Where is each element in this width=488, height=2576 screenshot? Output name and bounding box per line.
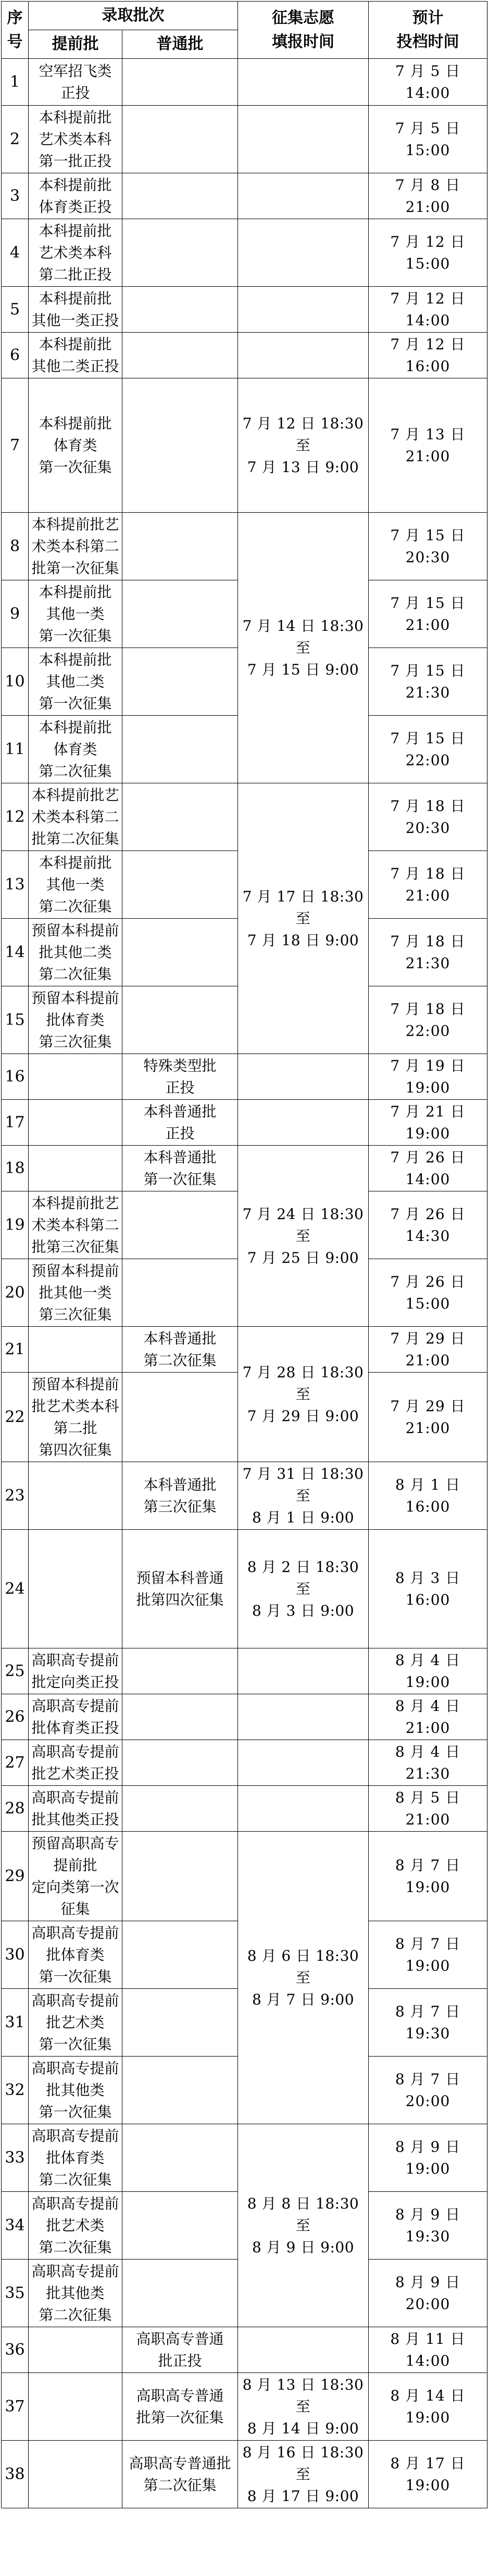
- advance-batch-cell: 本科提前批艺 术类本科第二 批第三次征集: [29, 1191, 122, 1259]
- advance-batch-cell: 本科提前批 体育类 第二次征集: [29, 716, 122, 783]
- header-batch: 录取批次: [29, 2, 238, 30]
- normal-batch-cell: 本科普通批 第二次征集: [122, 1327, 238, 1373]
- advance-batch-cell: 本科提前批 其他一类 第一次征集: [29, 580, 122, 648]
- advance-batch-cell: 本科提前批 其他一类正投: [29, 287, 122, 333]
- normal-batch-cell: [122, 1259, 238, 1327]
- row-index: 33: [2, 2124, 29, 2192]
- row-index: 6: [2, 333, 29, 378]
- table-row: [2, 287, 487, 333]
- normal-batch-cell: [122, 219, 238, 287]
- eta-cell: 7 月 12 日 16:00: [369, 333, 487, 378]
- eta-cell: 8 月 11 日 14:00: [369, 2327, 487, 2373]
- eta-cell: 7 月 26 日 14:30: [369, 1191, 487, 1259]
- normal-batch-cell: 本科普通批 正投: [122, 1100, 238, 1146]
- advance-batch-cell: 空军招飞类 正投: [29, 59, 122, 106]
- row-index: 30: [2, 1921, 29, 1989]
- fill-time-cell: [238, 59, 369, 106]
- table-row: [2, 1786, 487, 1832]
- table-row: [2, 1054, 487, 1100]
- table-row: [2, 1648, 487, 1694]
- eta-cell: 8 月 4 日 21:30: [369, 1740, 487, 1786]
- fill-time-cell: 7 月 12 日 18:30 至 7 月 13 日 9:00: [238, 378, 369, 513]
- eta-cell: 7 月 19 日 19:00: [369, 1054, 487, 1100]
- row-index: 5: [2, 287, 29, 333]
- table-row: [2, 2441, 487, 2508]
- advance-batch-cell: [29, 2373, 122, 2441]
- normal-batch-cell: 本科普通批 第一次征集: [122, 1146, 238, 1191]
- advance-batch-cell: 本科提前批 艺术类本科 第一批正投: [29, 106, 122, 173]
- table-row: [2, 1740, 487, 1786]
- header-fill-time: 征集志愿 填报时间: [238, 2, 369, 59]
- eta-cell: 8 月 7 日 19:00: [369, 1832, 487, 1921]
- fill-time-cell: [238, 1740, 369, 1786]
- eta-cell: 7 月 12 日 14:00: [369, 287, 487, 333]
- normal-batch-cell: [122, 106, 238, 173]
- normal-batch-cell: [122, 173, 238, 219]
- row-index: 38: [2, 2441, 29, 2508]
- fill-time-cell: [238, 2327, 369, 2373]
- normal-batch-cell: [122, 716, 238, 783]
- table-row: [2, 1146, 487, 1191]
- advance-batch-cell: 本科提前批 其他二类正投: [29, 333, 122, 378]
- advance-batch-cell: 本科提前批 其他一类 第二次征集: [29, 851, 122, 919]
- advance-batch-cell: [29, 1146, 122, 1191]
- eta-cell: 8 月 3 日 16:00: [369, 1530, 487, 1648]
- normal-batch-cell: [122, 378, 238, 513]
- fill-time-cell: 7 月 14 日 18:30 至 7 月 15 日 9:00: [238, 513, 369, 783]
- row-index: 4: [2, 219, 29, 287]
- eta-cell: 7 月 29 日 21:00: [369, 1373, 487, 1462]
- normal-batch-cell: [122, 919, 238, 986]
- eta-cell: 7 月 18 日 21:30: [369, 919, 487, 986]
- eta-cell: 7 月 8 日 21:00: [369, 173, 487, 219]
- row-index: 7: [2, 378, 29, 513]
- normal-batch-cell: 特殊类型批 正投: [122, 1054, 238, 1100]
- advance-batch-cell: 本科提前批 其他二类 第一次征集: [29, 648, 122, 716]
- advance-batch-cell: [29, 2441, 122, 2508]
- advance-batch-cell: 高职高专提前 批艺术类 第一次征集: [29, 1989, 122, 2057]
- eta-cell: 7 月 26 日 14:00: [369, 1146, 487, 1191]
- advance-batch-cell: 预留本科提前 批艺术类本科 第二批 第四次征集: [29, 1373, 122, 1462]
- row-index: 32: [2, 2057, 29, 2124]
- table-row: [2, 1100, 487, 1146]
- row-index: 28: [2, 1786, 29, 1832]
- eta-cell: 8 月 4 日 21:00: [369, 1694, 487, 1740]
- eta-cell: 8 月 9 日 19:00: [369, 2124, 487, 2192]
- row-index: 24: [2, 1530, 29, 1648]
- row-index: 14: [2, 919, 29, 986]
- fill-time-cell: [238, 219, 369, 287]
- table-row: [2, 59, 487, 106]
- normal-batch-cell: [122, 1832, 238, 1921]
- advance-batch-cell: 预留本科提前 批体育类 第三次征集: [29, 986, 122, 1054]
- eta-cell: 7 月 18 日 22:00: [369, 986, 487, 1054]
- table-row: [2, 106, 487, 173]
- normal-batch-cell: 高职高专普通 批正投: [122, 2327, 238, 2373]
- normal-batch-cell: [122, 2192, 238, 2260]
- eta-cell: 8 月 7 日 19:00: [369, 1921, 487, 1989]
- advance-batch-cell: 高职高专提前 批其他类 第一次征集: [29, 2057, 122, 2124]
- fill-time-cell: 8 月 8 日 18:30 至 8 月 9 日 9:00: [238, 2124, 369, 2327]
- fill-time-cell: [238, 1648, 369, 1694]
- admission-schedule-table: [1, 1, 487, 2508]
- eta-cell: 8 月 7 日 19:30: [369, 1989, 487, 2057]
- normal-batch-cell: [122, 1786, 238, 1832]
- advance-batch-cell: 本科提前批 艺术类本科 第二批正投: [29, 219, 122, 287]
- eta-cell: 8 月 14 日 19:00: [369, 2373, 487, 2441]
- row-index: 18: [2, 1146, 29, 1191]
- normal-batch-cell: [122, 287, 238, 333]
- eta-cell: 7 月 29 日 21:00: [369, 1327, 487, 1373]
- normal-batch-cell: [122, 513, 238, 580]
- row-index: 16: [2, 1054, 29, 1100]
- normal-batch-cell: [122, 580, 238, 648]
- fill-time-cell: [238, 1694, 369, 1740]
- row-index: 34: [2, 2192, 29, 2260]
- row-index: 21: [2, 1327, 29, 1373]
- row-index: 26: [2, 1694, 29, 1740]
- row-index: 10: [2, 648, 29, 716]
- row-index: 9: [2, 580, 29, 648]
- advance-batch-cell: 高职高专提前 批体育类 第一次征集: [29, 1921, 122, 1989]
- normal-batch-cell: [122, 1921, 238, 1989]
- header-index: 序 号: [2, 2, 29, 59]
- table-row: [2, 378, 487, 513]
- table-row: [2, 173, 487, 219]
- eta-cell: 7 月 13 日 21:00: [369, 378, 487, 513]
- header-normal-batch: 普通批: [122, 30, 238, 59]
- eta-cell: 7 月 18 日 20:30: [369, 783, 487, 851]
- row-index: 36: [2, 2327, 29, 2373]
- header-eta: 预计 投档时间: [369, 2, 487, 59]
- fill-time-cell: [238, 1054, 369, 1100]
- normal-batch-cell: 高职高专普通批 第二次征集: [122, 2441, 238, 2508]
- normal-batch-cell: [122, 1989, 238, 2057]
- normal-batch-cell: [122, 648, 238, 716]
- normal-batch-cell: [122, 2260, 238, 2327]
- advance-batch-cell: 高职高专提前 批体育类 第二次征集: [29, 2124, 122, 2192]
- normal-batch-cell: [122, 1373, 238, 1462]
- advance-batch-cell: 高职高专提前 批艺术类正投: [29, 1740, 122, 1786]
- eta-cell: 8 月 5 日 21:00: [369, 1786, 487, 1832]
- advance-batch-cell: 高职高专提前 批其他类 第二次征集: [29, 2260, 122, 2327]
- fill-time-cell: 7 月 24 日 18:30 至 7 月 25 日 9:00: [238, 1146, 369, 1327]
- advance-batch-cell: 预留本科提前 批其他二类 第二次征集: [29, 919, 122, 986]
- fill-time-cell: [238, 173, 369, 219]
- row-index: 20: [2, 1259, 29, 1327]
- row-index: 35: [2, 2260, 29, 2327]
- row-index: 27: [2, 1740, 29, 1786]
- normal-batch-cell: [122, 333, 238, 378]
- normal-batch-cell: 高职高专普通 批第一次征集: [122, 2373, 238, 2441]
- fill-time-cell: 8 月 6 日 18:30 至 8 月 7 日 9:00: [238, 1832, 369, 2124]
- header-advance-batch: 提前批: [29, 30, 122, 59]
- normal-batch-cell: [122, 1191, 238, 1259]
- advance-batch-cell: [29, 1100, 122, 1146]
- advance-batch-cell: 本科提前批 体育类正投: [29, 173, 122, 219]
- advance-batch-cell: 高职高专提前 批定向类正投: [29, 1648, 122, 1694]
- row-index: 3: [2, 173, 29, 219]
- eta-cell: 8 月 7 日 20:00: [369, 2057, 487, 2124]
- table-row: [2, 219, 487, 287]
- table-row: [2, 1327, 487, 1373]
- advance-batch-cell: 预留高职高专 提前批 定向类第一次 征集: [29, 1832, 122, 1921]
- advance-batch-cell: [29, 1530, 122, 1648]
- row-index: 25: [2, 1648, 29, 1694]
- fill-time-cell: 8 月 2 日 18:30 至 8 月 3 日 9:00: [238, 1530, 369, 1648]
- row-index: 12: [2, 783, 29, 851]
- eta-cell: 7 月 12 日 15:00: [369, 219, 487, 287]
- eta-cell: 7 月 15 日 20:30: [369, 513, 487, 580]
- table-row: [2, 2327, 487, 2373]
- advance-batch-cell: 预留本科提前 批其他一类 第三次征集: [29, 1259, 122, 1327]
- row-index: 1: [2, 59, 29, 106]
- advance-batch-cell: 高职高专提前 批其他类正投: [29, 1786, 122, 1832]
- table-row: [2, 1832, 487, 1921]
- table-row: [2, 333, 487, 378]
- eta-cell: 7 月 15 日 21:30: [369, 648, 487, 716]
- row-index: 13: [2, 851, 29, 919]
- advance-batch-cell: 高职高专提前 批体育类正投: [29, 1694, 122, 1740]
- eta-cell: 8 月 4 日 19:00: [369, 1648, 487, 1694]
- fill-time-cell: [238, 106, 369, 173]
- row-index: 15: [2, 986, 29, 1054]
- table-row: [2, 513, 487, 580]
- normal-batch-cell: [122, 986, 238, 1054]
- row-index: 37: [2, 2373, 29, 2441]
- eta-cell: 7 月 5 日 15:00: [369, 106, 487, 173]
- fill-time-cell: 7 月 28 日 18:30 至 7 月 29 日 9:00: [238, 1327, 369, 1462]
- advance-batch-cell: [29, 1327, 122, 1373]
- table-row: [2, 2124, 487, 2192]
- row-index: 11: [2, 716, 29, 783]
- row-index: 2: [2, 106, 29, 173]
- fill-time-cell: 8 月 16 日 18:30 至 8 月 17 日 9:00: [238, 2441, 369, 2508]
- table-row: [2, 1530, 487, 1648]
- normal-batch-cell: 预留本科普通 批第四次征集: [122, 1530, 238, 1648]
- normal-batch-cell: 本科普通批 第三次征集: [122, 1462, 238, 1530]
- eta-cell: 7 月 5 日 14:00: [369, 59, 487, 106]
- fill-time-cell: [238, 333, 369, 378]
- table-row: [2, 1462, 487, 1530]
- advance-batch-cell: [29, 2327, 122, 2373]
- row-index: 17: [2, 1100, 29, 1146]
- eta-cell: 7 月 18 日 21:00: [369, 851, 487, 919]
- row-index: 29: [2, 1832, 29, 1921]
- eta-cell: 8 月 9 日 19:30: [369, 2192, 487, 2260]
- eta-cell: 8 月 17 日 19:00: [369, 2441, 487, 2508]
- advance-batch-cell: 高职高专提前 批艺术类 第二次征集: [29, 2192, 122, 2260]
- fill-time-cell: [238, 287, 369, 333]
- advance-batch-cell: [29, 1054, 122, 1100]
- advance-batch-cell: [29, 1462, 122, 1530]
- fill-time-cell: [238, 1100, 369, 1146]
- eta-cell: 8 月 9 日 20:00: [369, 2260, 487, 2327]
- eta-cell: 7 月 15 日 22:00: [369, 716, 487, 783]
- normal-batch-cell: [122, 1694, 238, 1740]
- table-row: [2, 1694, 487, 1740]
- fill-time-cell: 7 月 17 日 18:30 至 7 月 18 日 9:00: [238, 783, 369, 1054]
- row-index: 19: [2, 1191, 29, 1259]
- table-row: [2, 2373, 487, 2441]
- fill-time-cell: 8 月 13 日 18:30 至 8 月 14 日 9:00: [238, 2373, 369, 2441]
- normal-batch-cell: [122, 783, 238, 851]
- advance-batch-cell: 本科提前批艺 术类本科第二 批第二次征集: [29, 783, 122, 851]
- eta-cell: 7 月 21 日 19:00: [369, 1100, 487, 1146]
- normal-batch-cell: [122, 59, 238, 106]
- row-index: 23: [2, 1462, 29, 1530]
- normal-batch-cell: [122, 2124, 238, 2192]
- fill-time-cell: [238, 1786, 369, 1832]
- advance-batch-cell: 本科提前批 体育类 第一次征集: [29, 378, 122, 513]
- normal-batch-cell: [122, 1648, 238, 1694]
- normal-batch-cell: [122, 851, 238, 919]
- table-row: [2, 783, 487, 851]
- eta-cell: 7 月 15 日 21:00: [369, 580, 487, 648]
- row-index: 8: [2, 513, 29, 580]
- row-index: 31: [2, 1989, 29, 2057]
- eta-cell: 7 月 26 日 15:00: [369, 1259, 487, 1327]
- advance-batch-cell: 本科提前批艺 术类本科第二 批第一次征集: [29, 513, 122, 580]
- normal-batch-cell: [122, 1740, 238, 1786]
- eta-cell: 8 月 1 日 16:00: [369, 1462, 487, 1530]
- row-index: 22: [2, 1373, 29, 1462]
- normal-batch-cell: [122, 2057, 238, 2124]
- fill-time-cell: 7 月 31 日 18:30 至 8 月 1 日 9:00: [238, 1462, 369, 1530]
